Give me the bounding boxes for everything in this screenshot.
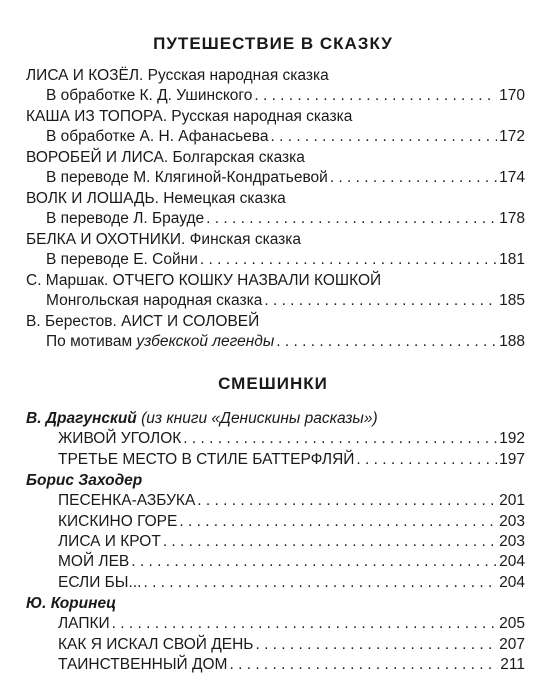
source-italic: узбекской легенды: [136, 333, 275, 350]
story-title: ЕСЛИ БЫ...: [58, 574, 142, 591]
leader-dots: [163, 532, 497, 552]
story-title: ЛАПКИ: [58, 615, 110, 632]
section-title-funny: СМЕШИНКИ: [218, 374, 328, 393]
leader-dots: [183, 429, 497, 449]
leader-dots: [131, 552, 497, 572]
toc-entry-title: В. Берестов. АИСТ И СОЛОВЕЙ: [26, 313, 260, 330]
toc-entry-title: ВОЛК И ЛОШАДЬ. Немецкая сказка: [26, 190, 286, 207]
story-title: МОЙ ЛЕВ: [58, 553, 130, 570]
page-number: 201: [499, 492, 525, 509]
author-line: [26, 594, 116, 614]
toc-entry: [58, 573, 525, 593]
page-number: 185: [499, 292, 525, 309]
leader-dots: [179, 512, 497, 532]
page-number: 203: [499, 513, 525, 530]
page-number: 192: [499, 430, 525, 447]
toc-entry-sub: [46, 250, 525, 270]
toc-entry-translator: В переводе Е. Сойни: [46, 251, 198, 268]
page-number: 205: [499, 615, 525, 632]
page-number: 207: [499, 636, 525, 653]
page-number: 181: [499, 251, 525, 268]
leader-dots: [270, 127, 497, 147]
page-number: 174: [499, 169, 525, 186]
toc-entry-sub: [46, 291, 525, 311]
toc-entry: [58, 512, 525, 532]
toc-entry-sub: [46, 209, 525, 229]
toc-entry-sub: [46, 127, 525, 147]
page-number: 211: [500, 656, 525, 673]
toc-entry: [58, 552, 525, 572]
section-title-journey: ПУТЕШЕСТВИЕ В СКАЗКУ: [153, 34, 393, 53]
page-number: 178: [499, 210, 525, 227]
story-title: ТРЕТЬЕ МЕСТО В СТИЛЕ БАТТЕРФЛЯЙ: [58, 451, 355, 468]
page-number: 197: [499, 451, 525, 468]
leader-dots: [276, 332, 497, 352]
page-number: 204: [499, 553, 525, 570]
toc-entry: [58, 532, 525, 552]
leader-dots: [229, 655, 498, 675]
story-title: ЖИВОЙ УГОЛОК: [58, 430, 182, 447]
page-number: 172: [499, 128, 525, 145]
toc-entry: [58, 614, 525, 634]
author-note: (из книги «Денискины расказы»): [136, 410, 378, 427]
toc-entry: [58, 429, 525, 449]
story-title: ТАИНСТВЕННЫЙ ДОМ: [58, 656, 228, 673]
author-line: [26, 471, 142, 491]
toc-entry-title: ЛИСА И КОЗЁЛ. Русская народная сказка: [26, 67, 329, 84]
toc-entry-title: КАША ИЗ ТОПОРА. Русская народная сказка: [26, 108, 353, 125]
author-name: В. Драгунский: [26, 410, 137, 427]
toc-entry-source: [46, 332, 274, 352]
toc-entry-sub: [46, 168, 525, 188]
toc-entry-title: С. Маршак. ОТЧЕГО КОШКУ НАЗВАЛИ КОШКОЙ: [26, 272, 382, 289]
leader-dots: [197, 491, 497, 511]
page-number: 204: [499, 574, 525, 591]
toc-entry-title: БЕЛКА И ОХОТНИКИ. Финская сказка: [26, 231, 301, 248]
leader-dots: [356, 450, 497, 470]
leader-dots: [143, 573, 497, 593]
page-number: 203: [499, 533, 525, 550]
source-prefix: По мотивам: [46, 333, 137, 350]
toc-entry-sub: [46, 332, 525, 352]
toc-entry-sub: [46, 86, 525, 106]
leader-dots: [330, 168, 497, 188]
toc-entry-title: ВОРОБЕЙ И ЛИСА. Болгарская сказка: [26, 149, 305, 166]
toc-entry-translator: В обработке А. Н. Афанасьева: [46, 128, 269, 145]
page-number: 188: [499, 333, 525, 350]
leader-dots: [264, 291, 497, 311]
toc-entry-translator: В переводе М. Клягиной-Кондратьевой: [46, 169, 328, 186]
story-title: ЛИСА И КРОТ: [58, 533, 161, 550]
leader-dots: [255, 635, 497, 655]
toc-entry-translator: В переводе Л. Брауде: [46, 210, 205, 227]
leader-dots: [206, 209, 497, 229]
story-title: КАК Я ИСКАЛ СВОЙ ДЕНЬ: [58, 636, 254, 653]
toc-entry: [58, 635, 525, 655]
page-number: 170: [499, 87, 525, 104]
story-title: КИСКИНО ГОРЕ: [58, 513, 178, 530]
toc-entry: [58, 450, 525, 470]
author-name: Ю. Коринец: [26, 595, 117, 612]
leader-dots: [200, 250, 497, 270]
leader-dots: [112, 614, 497, 634]
author-line: [26, 409, 378, 429]
toc-entry: [58, 655, 525, 675]
author-name: Борис Заходер: [26, 472, 143, 489]
toc-entry: [58, 491, 525, 511]
toc-entry-source: Монгольская народная сказка: [46, 292, 263, 309]
story-title: ПЕСЕНКА-АЗБУКА: [58, 492, 196, 509]
toc-entry-translator: В обработке К. Д. Ушинского: [46, 87, 253, 104]
leader-dots: [254, 86, 497, 106]
